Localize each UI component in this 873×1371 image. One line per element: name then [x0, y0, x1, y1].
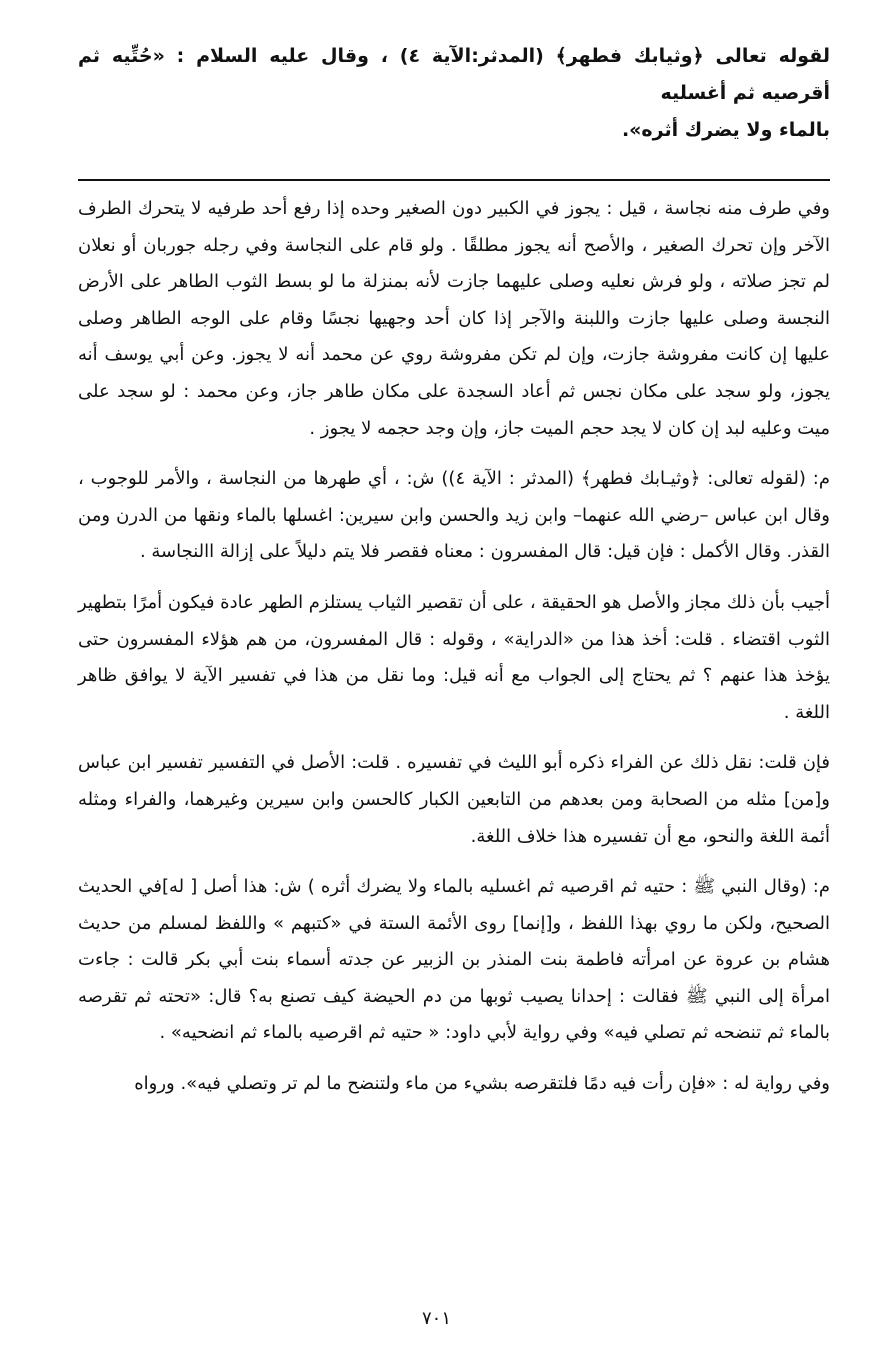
page-content — [78, 38, 830, 1103]
paragraph-gap — [78, 855, 830, 869]
top-text-block — [78, 38, 830, 149]
paragraph-gap — [78, 1052, 830, 1066]
paragraph-gap — [78, 447, 830, 461]
top-line-2: بالماء ولا يضرك أثره». — [621, 119, 830, 141]
paragraph-gap — [78, 571, 830, 585]
paragraph-2: م: (لقوله تعالى: ﴿وثيـابك فطهر﴾ (المدثر : الآية ٤)) ش: ، أي طهرها من النجاسة ، والأمر للوجوب ، وقال ابن عباس –رضي الله عنهما– وابن زيد والحسن وابن سيرين: اغسلها بالماء ونقها من الدرن ومن القذر. وقال الأكمل : فإن قيل: قال المفسرون : معناه فقصر فلا يتم دليلاً على إزالة االنجاسة . — [78, 468, 830, 563]
paragraph-3: أجيب بأن ذلك مجاز والأصل هو الحقيقة ، على أن تقصير الثياب يستلزم الطهر عادة فيكون أمرًا بتطهير الثوب اقتضاء . قلت: أخذ هذا من «الدراية» ، وقوله : قال المفسرون، من هم هؤلاء المفسرون حتى يؤخذ هذا عنهم ؟ ثم يحتاج إلى الجواب مع أنه قيل: وما نقل من هذا في تفسير الآية لا يوافق ظاهر اللغة . — [78, 591, 830, 723]
paragraph-gap — [78, 731, 830, 745]
page-number: ٧٠١ — [421, 1308, 451, 1329]
paragraph-4: فإن قلت: نقل ذلك عن الفراء ذكره أبو الليث في تفسيره . قلت: الأصل في التفسير تفسير ابن عباس و[من] مثله من الصحابة ومن بعدهم من التابعين الكبار كالحسن وابن سيرين وغيرهما، والفراء ومثله أئمة اللغة والنحو، مع أن تفسيره هذا خلاف اللغة. — [78, 752, 830, 847]
top-line-1: لقوله تعالى ﴿وثيابك فطهر﴾ (المدثر:الآية ٤) ، وقال عليه السلام : «حُتِّيه ثم أقرصيه ثم أغسليه — [78, 45, 831, 104]
header-divider — [78, 179, 830, 181]
paragraph-6: وفي رواية له : «فإن رأت فيه دمًا فلتقرصه بشيء من ماء ولتنضح ما لم تر وتصلي فيه». ورواه — [134, 1073, 830, 1095]
paragraph-5: م: (وقال النبي ﷺ : حتيه ثم اقرصيه ثم اغسليه بالماء ولا يضرك أثره ) ش: هذا أصل [ له]في الحديث الصحيح، ولكن ما روي بهذا اللفظ ، و[إنما] روى الأئمة الستة في «كتبهم » واللفظ لمسلم من حديث هشام بن عروة عن امرأته فاطمة بنت المنذر بن الزبير عن جدته أسماء بنت أبي بكر قالت : جاءت امرأة إلى النبي ﷺ فقالت : إحدانا يصيب ثوبها من دم الحيضة كيف تصنع به؟ قال: «تحته ثم تقرصه بالماء ثم تنضحه ثم تصلي فيه» وفي رواية لأبي داود: « حتيه ثم اقرصيه بالماء ثم انضحيه» . — [78, 876, 830, 1044]
paragraph-1: وفي طرف منه نجاسة ، قيل : يجوز في الكبير دون الصغير وحده إذا رفع أحد طرفيه لا يتحرك الطرف الآخر وإن تحرك الصغير ، والأصح أنه يجوز مطلقًا . ولو قام على النجاسة وفي رجله جوربان أو نعلان لم تجز صلاته ، ولو فرش نعليه وصلى عليهما جازت لأنه بمنزلة ما لو بسط الثوب الطاهر على الأرض النجسة وصلى عليها جازت واللبنة والآجر إذا كان أحد وجهيها نجسًا وقام على الوجه الطاهر وصلى عليها إن كانت مفروشة جازت، وإن لم تكن مفروشة روي عن محمد أنه لا يجوز. وعن أبي يوسف أنه يجوز، ولو سجد على مكان نجس ثم أعاد السجدة على مكان طاهر جاز، وعن محمد : لو سجد على ميت وعليه لبد إن كان لا يجد حجم الميت جاز، وإن وجد حجمه لا يجوز . — [78, 198, 830, 439]
